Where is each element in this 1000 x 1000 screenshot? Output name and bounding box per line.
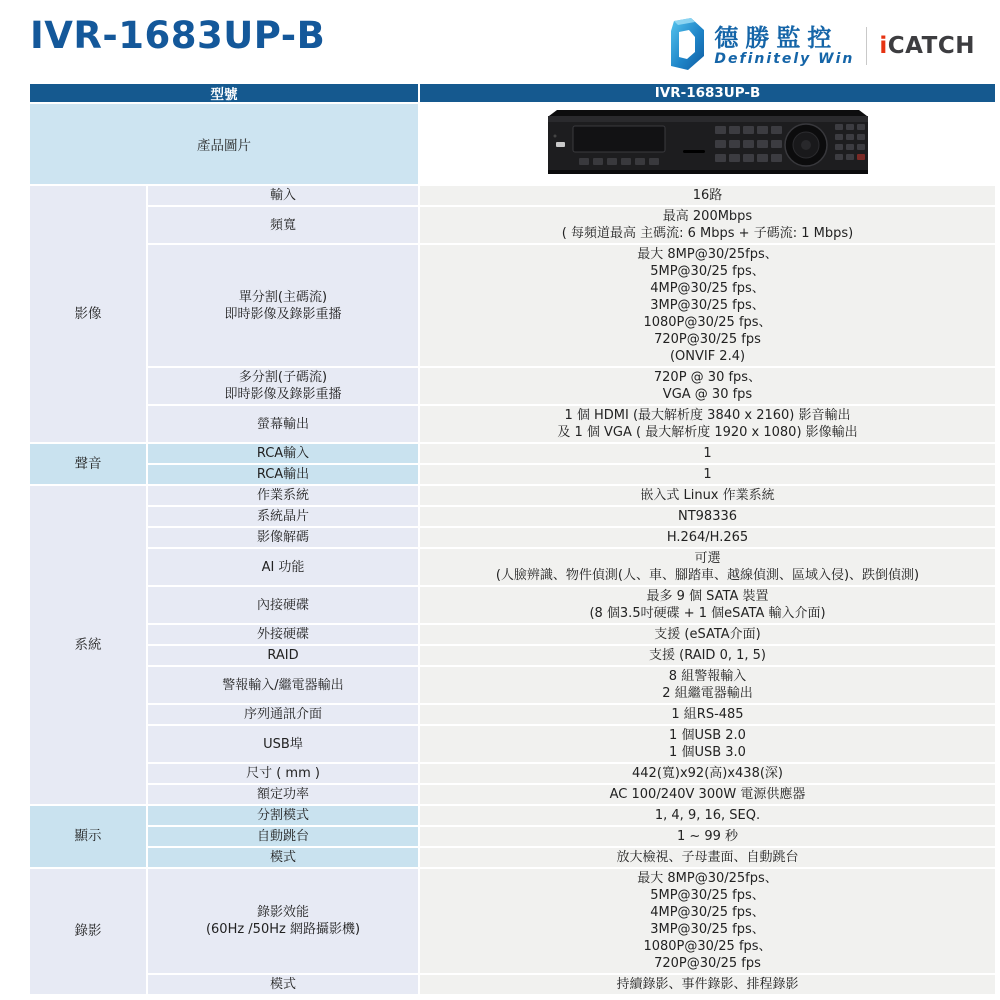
attr-cell: 螢幕輸出 [148,406,418,442]
value-cell: 最多 9 個 SATA 裝置 (8 個3.5吋硬碟 + 1 個eSATA 輸入介面) [420,587,995,623]
section-recording [30,869,995,994]
attr-cell: 錄影效能 (60Hz /50Hz 網路攝影機) [148,869,418,973]
attr-cell: RAID [148,646,418,665]
product-image-label: 產品圖片 [30,104,418,184]
value-cell: NT98336 [420,507,995,526]
attr-cell: 作業系統 [148,486,418,505]
attr-cell: USB埠 [148,726,418,762]
value-cell: AC 100/240V 300W 電源供應器 [420,785,995,804]
attr-cell: 自動跳台 [148,827,418,846]
section-video [30,186,995,442]
attr-cell: 多分割(子碼流) 即時影像及錄影重播 [148,368,418,404]
value-cell: 最大 8MP@30/25fps、 5MP@30/25 fps、 4MP@30/25 fps、 3MP@30/25 fps、 1080P@30/25 fps、 720P@30/25 fps [420,869,995,973]
value-cell: 可選 (人臉辨識、物件偵測(人、車、腳踏車、越線偵測、區域入侵)、跌倒偵測) [420,549,995,585]
attr-cell: 輸入 [148,186,418,205]
category-cell-audio: 聲音 [30,444,146,484]
value-cell: 1 組RS-485 [420,705,995,724]
value-cell: 放大檢視、子母畫面、自動跳台 [420,848,995,867]
brand-name-cn: 德勝監控 [714,24,839,52]
value-cell: 1, 4, 9, 16, SEQ. [420,806,995,825]
table-header-row [30,84,995,102]
category-cell-display: 顯示 [30,806,146,867]
value-cell: 嵌入式 Linux 作業系統 [420,486,995,505]
spec-table [30,84,995,994]
model-header-value: IVR-1683UP-B [420,84,995,102]
brand-logo [664,18,975,74]
value-cell: 最大 8MP@30/25fps、 5MP@30/25 fps、 4MP@30/25 fps、 3MP@30/25 fps、 1080P@30/25 fps、 720P@30/25 fps (ONVIF 2.4) [420,245,995,366]
icatch-rest: CATCH [887,33,975,59]
attr-cell: AI 功能 [148,549,418,585]
value-cell: 支援 (RAID 0, 1, 5) [420,646,995,665]
value-cell: 1 [420,465,995,484]
section-system [30,486,995,804]
attr-cell: 分割模式 [148,806,418,825]
attr-cell: 尺寸 ( mm ) [148,764,418,783]
dsc-logo [664,18,854,74]
value-cell: 最高 200Mbps ( 每頻道最高 主碼流: 6 Mbps + 子碼流: 1 Mbps) [420,207,995,243]
value-cell: 1 個 HDMI (最大解析度 3840 x 2160) 影音輸出 及 1 個 VGA ( 最大解析度 1920 x 1080) 影像輸出 [420,406,995,442]
attr-cell: 額定功率 [148,785,418,804]
attr-cell: 序列通訊介面 [148,705,418,724]
attr-cell: 模式 [148,848,418,867]
attr-cell: 模式 [148,975,418,994]
icatch-i: i [879,33,888,59]
value-cell: 1 個USB 2.0 1 個USB 3.0 [420,726,995,762]
model-header-label: 型號 [30,84,418,102]
value-cell: 720P @ 30 fps、 VGA @ 30 fps [420,368,995,404]
category-cell-video: 影像 [30,186,146,442]
product-image-row [30,104,995,184]
value-cell: 支援 (eSATA介面) [420,625,995,644]
logo-divider [866,27,867,65]
attr-cell: 系統晶片 [148,507,418,526]
icatch-logo [879,33,975,59]
dsc-d-icon [664,18,706,74]
dvr-illustration [543,106,873,182]
value-cell: 1 [420,444,995,463]
category-cell-system: 系統 [30,486,146,804]
value-cell: 442(寬)x92(高)x438(深) [420,764,995,783]
section-display [30,806,995,867]
top-bar [0,0,1000,68]
category-cell-recording: 錄影 [30,869,146,994]
page-title: IVR-1683UP-B [30,14,326,57]
attr-cell: 單分割(主碼流) 即時影像及錄影重播 [148,245,418,366]
value-cell: 1 ~ 99 秒 [420,827,995,846]
value-cell: 16路 [420,186,995,205]
attr-cell: RCA輸入 [148,444,418,463]
value-cell: 持續錄影、事件錄影、排程錄影 [420,975,995,994]
spec-sections [30,186,995,994]
brand-name-en: Definitely Win [714,51,855,67]
attr-cell: 警報輸入/繼電器輸出 [148,667,418,703]
attr-cell: RCA輸出 [148,465,418,484]
attr-cell: 頻寬 [148,207,418,243]
section-audio [30,444,995,484]
attr-cell: 影像解碼 [148,528,418,547]
attr-cell: 內接硬碟 [148,587,418,623]
attr-cell: 外接硬碟 [148,625,418,644]
value-cell: H.264/H.265 [420,528,995,547]
product-image [420,104,995,184]
brand-text [714,25,854,67]
value-cell: 8 組警報輸入 2 組繼電器輸出 [420,667,995,703]
